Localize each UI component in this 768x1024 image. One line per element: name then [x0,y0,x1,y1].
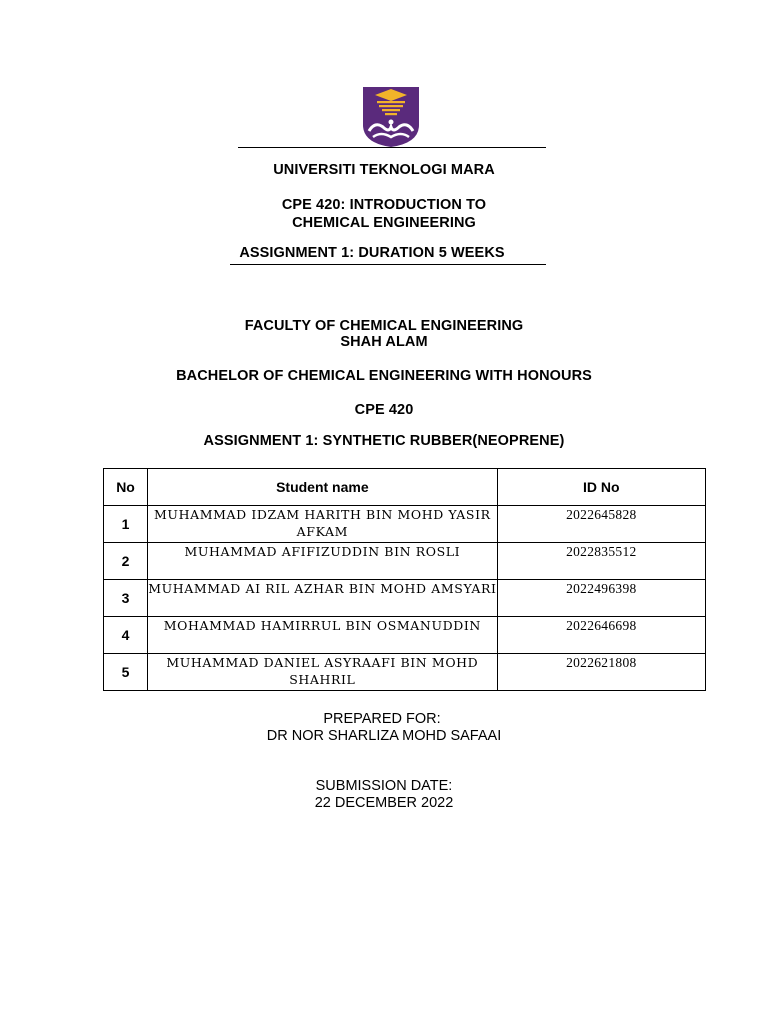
row-number: 1 [104,506,148,543]
university-name: UNIVERSITI TEKNOLOGI MARA [273,162,495,178]
student-id: 2022496398 [497,580,705,617]
table-row [104,654,706,691]
submission-date-label: SUBMISSION DATE: [315,778,453,794]
table-row [104,506,706,543]
student-name: MOHAMMAD HAMIRRUL BIN OSMANUDDIN [148,617,498,654]
faculty-name: FACULTY OF CHEMICAL ENGINEERING [244,318,524,334]
student-name: MUHAMMAD AI RIL AZHAR BIN MOHD AMSYARI [148,580,498,617]
course-title-line2: CHEMICAL ENGINEERING [292,215,476,231]
programme-name: BACHELOR OF CHEMICAL ENGINEERING WITH HONOURS [176,368,592,384]
table-row [104,617,706,654]
student-id: 2022646698 [497,617,705,654]
university-logo [361,87,421,147]
row-number: 2 [104,543,148,580]
prepared-for-name: DR NOR SHARLIZA MOHD SAFAAI [266,728,502,744]
table-header-row [104,469,706,506]
header-id-no: ID No [497,469,705,506]
student-id: 2022835512 [497,543,705,580]
row-number: 5 [104,654,148,691]
students-table [103,468,706,691]
course-title-line1: CPE 420: INTRODUCTION TO [281,197,487,213]
header-top-rule [238,147,546,148]
student-name: MUHAMMAD DANIEL ASYRAAFI BIN MOHD SHAHRIL [148,654,498,691]
prepared-for-label: PREPARED FOR: [323,711,441,727]
student-id: 2022645828 [497,506,705,543]
row-number: 3 [104,580,148,617]
campus-name: SHAH ALAM [340,334,428,350]
header-bottom-rule [230,264,546,265]
header-student-name: Student name [148,469,498,506]
header-no: No [104,469,148,506]
assignment-duration: ASSIGNMENT 1: DURATION 5 WEEKS [239,245,505,261]
table-row [104,543,706,580]
student-id: 2022621808 [497,654,705,691]
course-code: CPE 420 [354,402,414,418]
row-number: 4 [104,617,148,654]
student-name: MUHAMMAD IDZAM HARITH BIN MOHD YASIR AFKAM [148,506,498,543]
submission-date: 22 DECEMBER 2022 [314,795,454,811]
table-row [104,580,706,617]
student-name: MUHAMMAD AFIFIZUDDIN BIN ROSLI [148,543,498,580]
assignment-title: ASSIGNMENT 1: SYNTHETIC RUBBER(NEOPRENE) [203,433,565,449]
